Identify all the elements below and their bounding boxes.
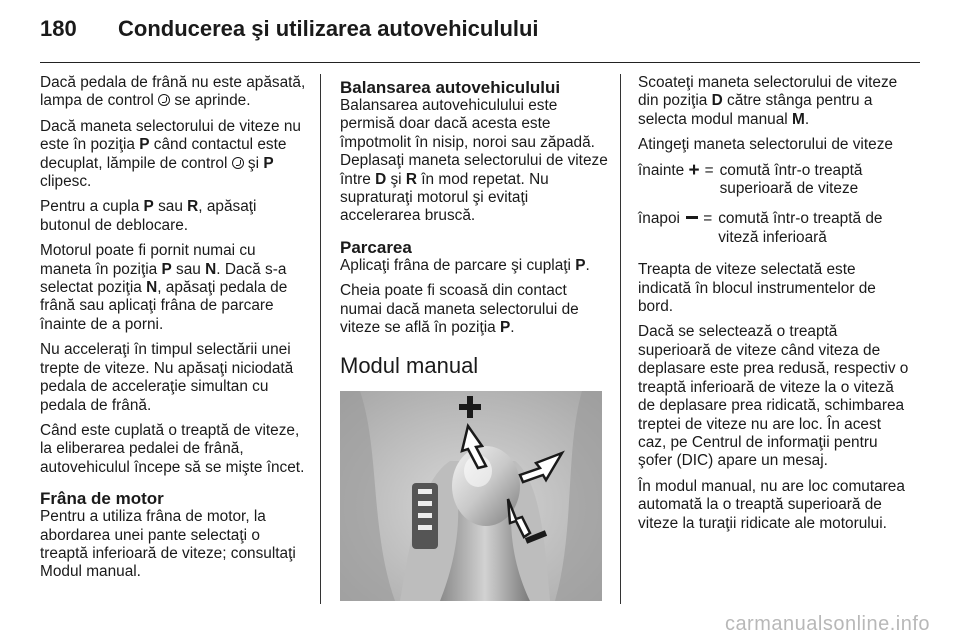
column-3 bbox=[638, 74, 910, 540]
paragraph: Nu acceleraţi în timpul selectării unei trepte de viteze. Nu apăsaţi niciodată pedala de acceleraţie simultan cu pedala de frână. bbox=[40, 341, 294, 414]
paragraph: Când este cuplată o treaptă de viteze, la eliberarea pedalei de frână, autovehiculul începe să se mişte încet. bbox=[40, 421, 305, 476]
column-1 bbox=[40, 74, 308, 589]
brake-foot-icon bbox=[232, 157, 244, 169]
paragraph: Pentru a utiliza frâna de motor, la abordarea unei pante selectaţi o treaptă inferioară de viteze; consultaţi Modul manual. bbox=[40, 508, 296, 581]
gear-selector-illustration bbox=[340, 391, 602, 601]
page-title: Conducerea şi utilizarea autovehiculului bbox=[118, 16, 539, 41]
plus-icon: + bbox=[688, 159, 700, 181]
section-heading-manual-mode: Modul manual bbox=[340, 353, 479, 379]
watermark: carmanualsonline.info bbox=[724, 613, 930, 635]
definition-forward: înainte + = comută într-o treaptă superioară de viteze bbox=[638, 159, 863, 198]
paragraph: Dacă maneta selectorului de viteze nu este în poziţia P când contactul este decuplat, lămpile de control şi P clipesc. bbox=[40, 117, 301, 191]
column-divider bbox=[320, 74, 321, 604]
column-divider bbox=[620, 74, 621, 604]
page-number: 180 bbox=[40, 16, 77, 41]
paragraph: Treapta de viteze selectată este indicată în blocul instrumentelor de bord. bbox=[638, 261, 876, 316]
paragraph: În modul manual, nu are loc comutarea automată la o treaptă superioară de viteze la turaţii ridicate ale motorului. bbox=[638, 477, 905, 532]
minus-icon bbox=[686, 216, 698, 219]
section-heading-engine-brake: Frâna de motor bbox=[40, 489, 164, 509]
section-heading-parking: Parcarea bbox=[340, 237, 412, 257]
brake-foot-icon bbox=[158, 94, 170, 106]
paragraph: Cheia poate fi scoasă din contact numai dacă maneta selectorului de viteze se află în poziţia P. bbox=[340, 282, 579, 337]
gear-selector-drawing bbox=[340, 391, 602, 601]
page-header bbox=[40, 16, 539, 42]
paragraph: Atingeţi maneta selectorului de viteze bbox=[638, 136, 893, 154]
paragraph: Balansarea autovehiculului este permisă doar dacă acesta este împotmolit în nisip, noroi sau zăpadă. bbox=[340, 97, 595, 151]
definition-back: înapoi = comută într-o treaptă de viteză inferioară bbox=[638, 210, 883, 246]
section-heading-rocking: Balansarea autovehiculului bbox=[340, 78, 561, 97]
paragraph: Motorul poate fi pornit numai cu maneta în poziţia P sau N. Dacă s-a selectat poziţia N, apăsaţi pedala de frână sau aplicaţi frâna de parcare înainte de a porni. bbox=[40, 242, 288, 333]
paragraph: Deplasaţi maneta selectorului de viteze între D şi R în mod repetat. Nu supraturaţi motorul şi evitaţi accelerarea bruscă. bbox=[340, 152, 608, 225]
paragraph: Aplicaţi frâna de parcare şi cuplaţi P. bbox=[340, 256, 590, 274]
paragraph: Dacă pedala de frână nu este apăsată, lampa de control se aprinde. bbox=[40, 74, 306, 110]
column-2 bbox=[340, 74, 610, 601]
paragraph: Pentru a cupla P sau R, apăsaţi butonul de deblocare. bbox=[40, 198, 257, 234]
paragraph: Dacă se selectează o treaptă superioară de viteze când viteza de deplasare este prea redusă, respectiv o treaptă inferioară de viteze la o viteză de deplasare prea ridicată, schimbarea treptei de viteze nu are loc. În acest caz, pe Centrul de informaţii pentru şofer (DIC) apare un mesaj. bbox=[638, 323, 909, 470]
paragraph: Scoateţi maneta selectorului de viteze din poziţia D către stânga pentru a selecta modul manual M. bbox=[638, 74, 898, 128]
header-rule bbox=[40, 62, 920, 63]
